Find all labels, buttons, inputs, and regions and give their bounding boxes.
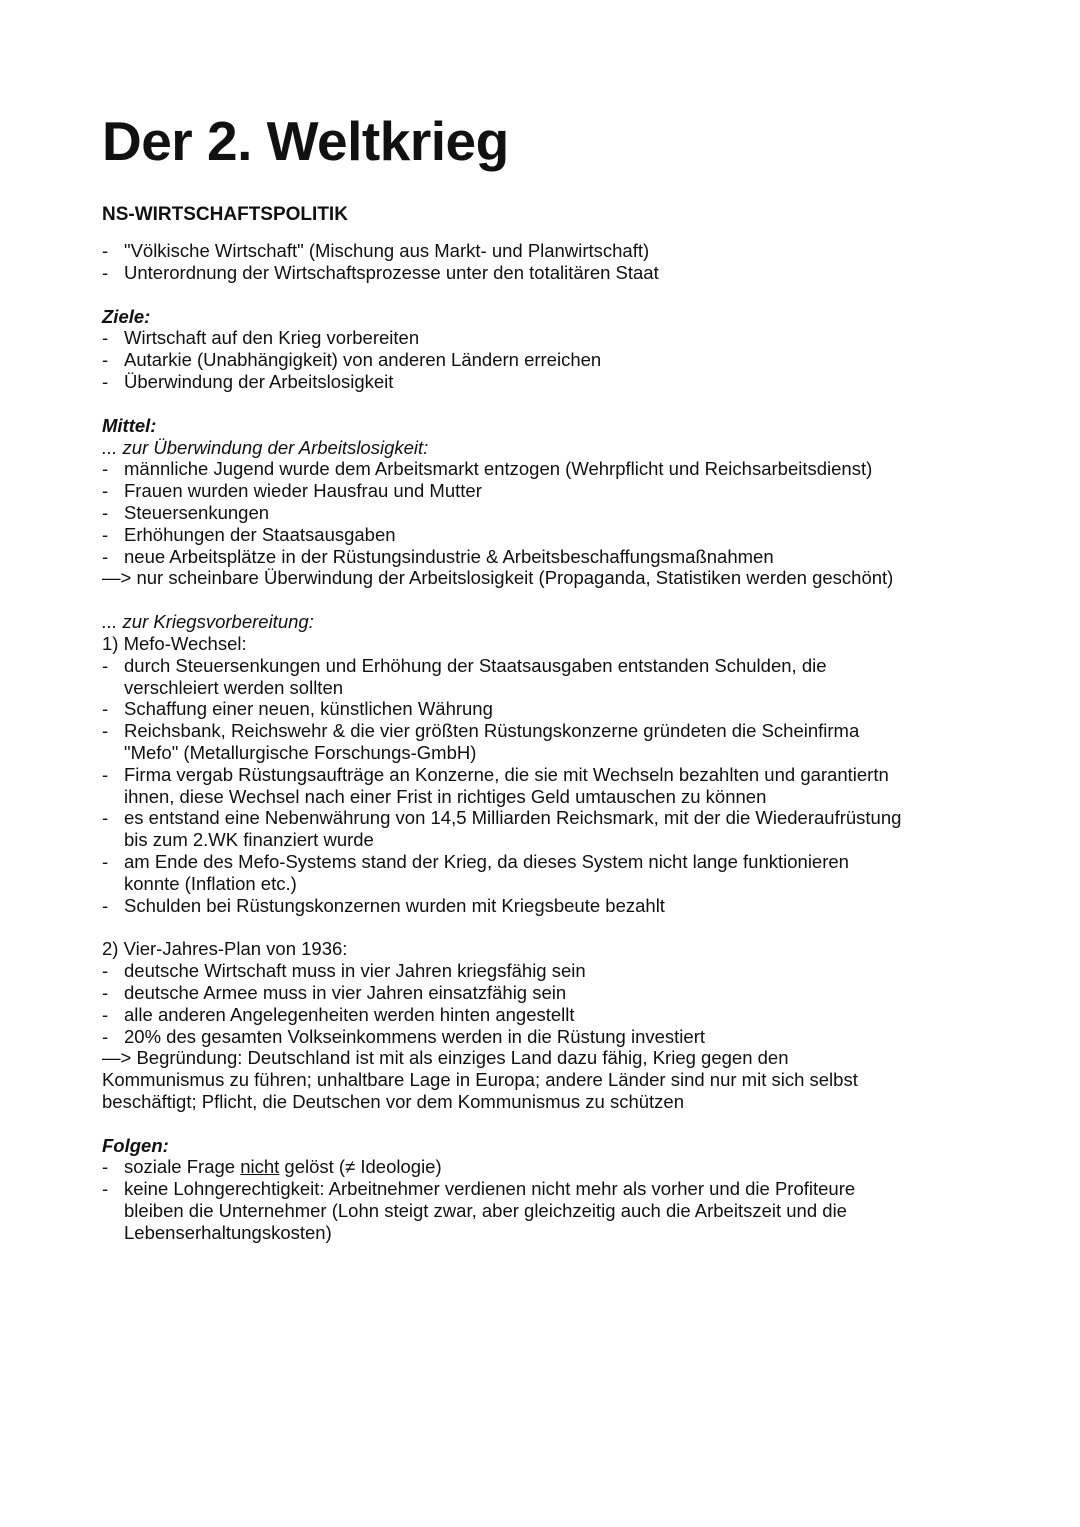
mittel-subheading-arbeitslosigkeit: ... zur Überwindung der Arbeitslosigkeit: <box>102 436 429 458</box>
list-item: - Firma vergab Rüstungsaufträge an Konzerne, die sie mit Wechseln bezahlten und garantiertn ihnen, diese Wechsel nach einer Frist in richtiges Geld umtauschen zu können <box>102 764 992 808</box>
list-item: - Erhöhungen der Staatsausgaben <box>102 524 992 546</box>
document-page <box>102 106 992 1244</box>
plan-heading: 2) Vier-Jahres-Plan von 1936: <box>102 938 348 960</box>
list-item: - Steuersenkungen <box>102 502 992 524</box>
list-item: - Autarkie (Unabhängigkeit) von anderen Ländern erreichen <box>102 349 992 371</box>
mefo-heading: 1) Mefo-Wechsel: <box>102 632 247 654</box>
list-item: - es entstand eine Nebenwährung von 14,5 Milliarden Reichsmark, mit der die Wiederaufrüstung bis zum 2.WK finanziert wurde <box>102 807 992 851</box>
intro-list <box>102 240 992 284</box>
list-item: - neue Arbeitsplätze in der Rüstungsindustrie & Arbeitsbeschaffungsmaßnahmen <box>102 546 992 568</box>
list-item: - deutsche Armee muss in vier Jahren einsatzfähig sein <box>102 982 992 1004</box>
list-item: - "Völkische Wirtschaft" (Mischung aus Markt- und Planwirtschaft) <box>102 240 992 262</box>
list-item: - 20% des gesamten Volkseinkommens werden in die Rüstung investiert <box>102 1026 992 1048</box>
begruendung-paragraph: —> Begründung: Deutschland ist mit als einziges Land dazu fähig, Krieg gegen den Kommunismus zu führen; unhaltbare Lage in Europa; andere Länder sind nur mit sich selbst beschäftigt; Pflicht, die Deutschen vor dem Kommunismus zu schützen <box>102 1047 858 1112</box>
underlined-word: nicht <box>240 1156 280 1178</box>
plan-list <box>102 960 992 1047</box>
list-item: - Wirtschaft auf den Krieg vorbereiten <box>102 327 992 349</box>
list-item: - Überwindung der Arbeitslosigkeit <box>102 371 992 393</box>
mittel-subheading-kriegsvorbereitung: ... zur Kriegsvorbereitung: <box>102 611 314 633</box>
conclusion-arrow: —> nur scheinbare Überwindung der Arbeitslosigkeit (Propaganda, Statistiken werden geschönt) <box>102 567 894 589</box>
list-item: - durch Steuersenkungen und Erhöhung der Staatsausgaben entstanden Schulden, die verschleiert werden sollten <box>102 655 992 699</box>
list-item: - Schulden bei Rüstungskonzernen wurden mit Kriegsbeute bezahlt <box>102 895 992 917</box>
folgen-list <box>102 1156 992 1243</box>
list-item: - deutsche Wirtschaft muss in vier Jahren kriegsfähig sein <box>102 960 992 982</box>
list-item: - Unterordnung der Wirtschaftsprozesse unter den totalitären Staat <box>102 262 992 284</box>
mittel-list-arbeitslosigkeit <box>102 458 992 567</box>
page-title: Der 2. Weltkrieg <box>102 110 509 172</box>
ziele-list <box>102 327 992 392</box>
list-item: - soziale Frage nicht gelöst (≠ Ideologie) <box>102 1156 992 1178</box>
mefo-list <box>102 655 992 917</box>
list-item: - keine Lohngerechtigkeit: Arbeitnehmer verdienen nicht mehr als vorher und die Profiteure bleiben die Unternehmer (Lohn steigt zwar, aber gleichzeitig auch die Arbeitszeit und die Lebenserhaltungskosten) <box>102 1178 992 1243</box>
mittel-heading: Mittel: <box>102 414 157 436</box>
list-item: - männliche Jugend wurde dem Arbeitsmarkt entzogen (Wehrpflicht und Reichsarbeitsdienst) <box>102 458 992 480</box>
list-item: - am Ende des Mefo-Systems stand der Krieg, da dieses System nicht lange funktionieren konnte (Inflation etc.) <box>102 851 992 895</box>
list-item: - alle anderen Angelegenheiten werden hinten angestellt <box>102 1004 992 1026</box>
list-item: - Schaffung einer neuen, künstlichen Währung <box>102 698 992 720</box>
section-heading: NS-WIRTSCHAFTSPOLITIK <box>102 204 348 225</box>
folgen-heading: Folgen: <box>102 1134 169 1156</box>
list-item: - Frauen wurden wieder Hausfrau und Mutter <box>102 480 992 502</box>
ziele-heading: Ziele: <box>102 305 151 327</box>
list-item: - Reichsbank, Reichswehr & die vier größten Rüstungskonzerne gründeten die Scheinfirma "Mefo" (Metallurgische Forschungs-GmbH) <box>102 720 992 764</box>
